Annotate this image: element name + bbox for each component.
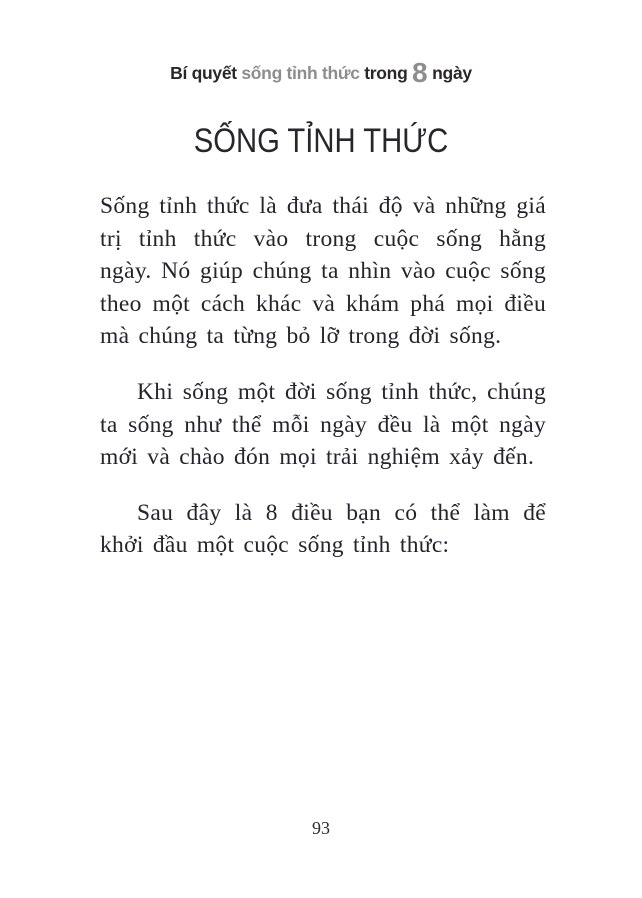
- running-header: [0, 57, 642, 88]
- running-header-number: 8: [412, 57, 428, 88]
- running-header-segment-highlight: sống tỉnh thức: [241, 63, 360, 83]
- running-header-segment: ngày: [427, 63, 472, 83]
- paragraph-2: Khi sống một đời sống tỉnh thức, chúng ta sống như thể mỗi ngày đều là một ngày mới và chào đón mọi trải nghiệm xảy đến.: [100, 378, 546, 471]
- paragraph-3: Sau đây là 8 điều bạn có thể làm để khởi đầu một cuộc sống tỉnh thức:: [100, 499, 546, 559]
- running-header-segment: trong: [359, 63, 413, 83]
- body-text: [100, 190, 546, 585]
- paragraph-1: Sống tỉnh thức là đưa thái độ và những giá trị tỉnh thức vào trong cuộc sống hằng ngày. Nó giúp chúng ta nhìn vào cuộc sống theo một cách khác và khám phá mọi điều mà chúng ta từng bỏ lỡ trong đời sống.: [100, 193, 546, 350]
- chapter-title: SỐNG TỈNH THỨC: [193, 122, 449, 160]
- page-number: 93: [312, 818, 330, 838]
- running-header-segment: Bí quyết: [170, 63, 242, 83]
